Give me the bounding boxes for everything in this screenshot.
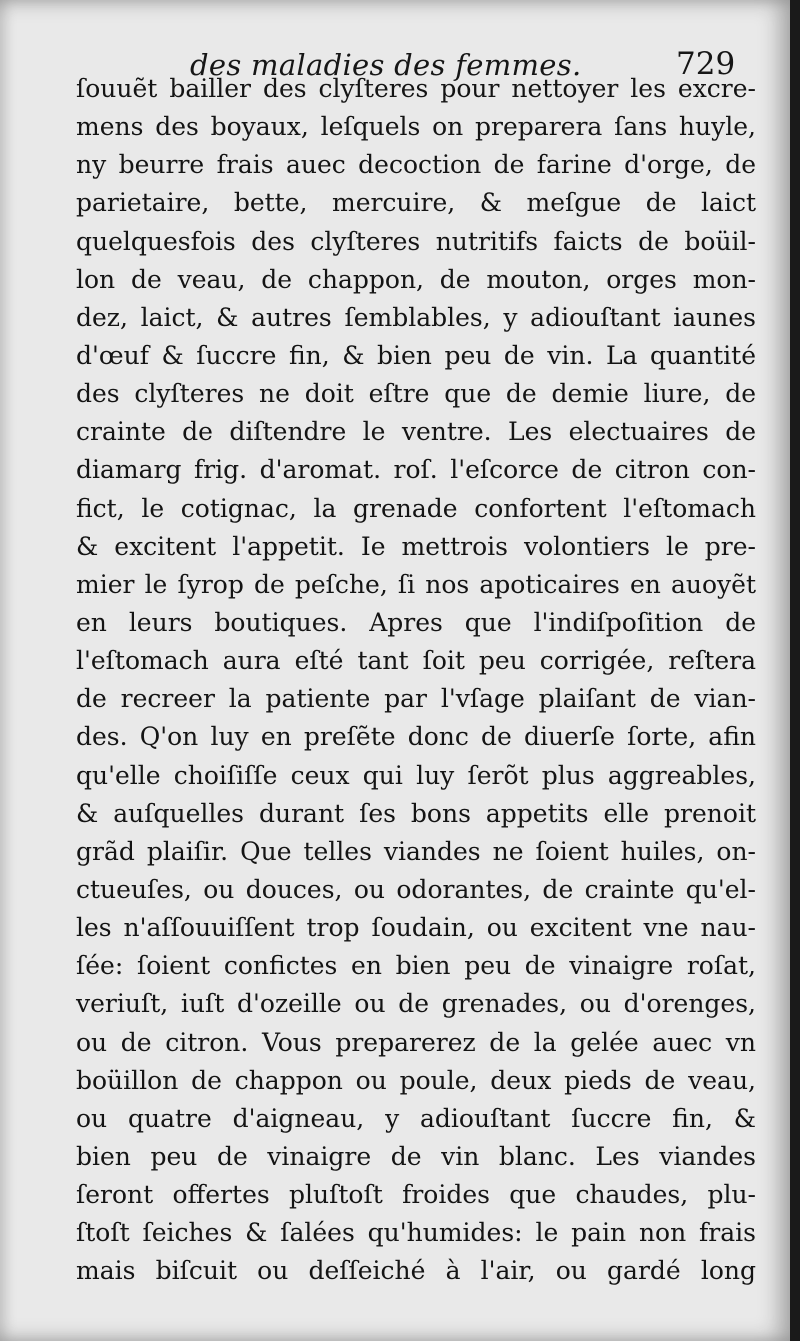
text-line: mais biſcuit ou deſſeiché à l'air, ou gardé long <box>76 1256 756 1286</box>
text-line: de recreer la patiente par l'vſage plaiſant de vian- <box>76 684 756 714</box>
text-line: parietaire, bette, mercuire, & meſgue de laict <box>76 188 756 218</box>
text-line: lon de veau, de chappon, de mouton, orges mon- <box>76 264 756 294</box>
running-head: des maladies des femmes. <box>190 48 582 82</box>
text-line: bien peu de vinaigre de vin blanc. Les viandes <box>76 1141 756 1171</box>
text-line: ſée: ſoient confictes en bien peu de vinaigre roſat, <box>76 951 756 981</box>
text-line: ſouuẽt bailler des clyſteres pour nettoyer les excre- <box>76 74 756 103</box>
text-line: & auſquelles durant ſes bons appetits elle prenoit <box>76 798 756 828</box>
text-line: mier le ſyrop de peſche, ſi nos apoticaires en auoyẽt <box>76 569 756 599</box>
text-line: ſtoſt ſeiches & ſalées qu'humides: le pain non frais <box>76 1218 756 1248</box>
text-line: ſeront offertes pluſtoſt froides que chaudes, plu- <box>76 1180 756 1210</box>
text-line: des. Q'on luy en preſẽte donc de diuerſe ſorte, afin <box>76 722 756 752</box>
text-line: ou quatre d'aigneau, y adiouſtant ſuccre fin, & <box>76 1103 756 1133</box>
page-number: 729 <box>676 46 736 82</box>
text-line: dez, laict, & autres ſemblables, y adiouſtant iaunes <box>76 302 756 332</box>
text-line: veriuſt, iuſt d'ozeille ou de grenades, ou d'orenges, <box>76 989 756 1019</box>
text-line: l'eſtomach aura eſté tant ſoit peu corrigée, reſtera <box>76 646 756 676</box>
text-line: qu'elle choiſiſſe ceux qui luy ſerõt plus aggreables, <box>76 760 756 790</box>
text-line: grãd plaiſir. Que telles viandes ne ſoient huiles, on- <box>76 836 756 866</box>
text-line: boüillon de chappon ou poule, deux pieds de veau, <box>76 1065 756 1095</box>
text-line: crainte de diſtendre le ventre. Les electuaires de <box>76 417 756 447</box>
text-line: ny beurre frais auec decoction de farine d'orge, de <box>76 150 756 180</box>
text-line: diamarg frig. d'aromat. roſ. l'eſcorce de citron con- <box>76 455 756 485</box>
text-line: mens des boyaux, leſquels on preparera ſans huyle, <box>76 112 756 142</box>
text-line: & excitent l'appetit. Ie mettrois volontiers le pre- <box>76 531 756 561</box>
text-line: quelquesfois des clyſteres nutritifs faicts de boüil- <box>76 226 756 256</box>
text-line: ou de citron. Vous preparerez de la gelée auec vn <box>76 1027 756 1057</box>
text-line: les n'aſſouuiſſent trop ſoudain, ou excitent vne nau- <box>76 913 756 943</box>
text-line: fict, le cotignac, la grenade confortent l'eſtomach <box>76 493 756 523</box>
body-text <box>76 70 756 1291</box>
text-line: d'œuf & ſuccre fin, & bien peu de vin. La quantité <box>76 340 756 370</box>
text-line: ctueuſes, ou douces, ou odorantes, de crainte qu'el- <box>76 874 756 904</box>
text-line: des clyſteres ne doit eſtre que de demie liure, de <box>76 379 756 409</box>
text-line: en leurs boutiques. Apres que l'indiſpoſition de <box>76 607 756 637</box>
